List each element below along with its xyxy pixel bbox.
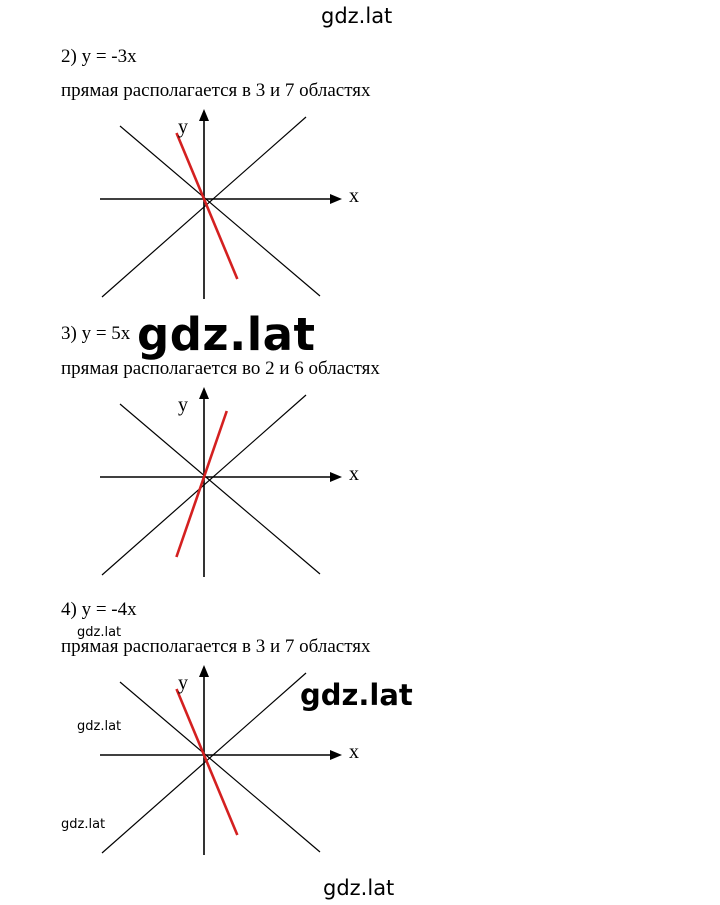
x-axis-arrow-icon xyxy=(330,750,342,760)
equation-item-3: 3) y = 5x xyxy=(61,323,131,344)
equation-item-4: 4) y = -4x xyxy=(61,599,137,620)
watermark-small-2: gdz.lat xyxy=(77,719,122,734)
watermark-bottom: gdz.lat xyxy=(323,876,395,900)
watermark-medium: gdz.lat xyxy=(300,678,413,712)
y-axis-label: y xyxy=(178,394,188,416)
x-axis-label: x xyxy=(349,741,359,763)
watermark-small-1: gdz.lat xyxy=(77,625,122,640)
diagonal-line-b xyxy=(120,682,320,852)
description-item-2: прямая располагается в 3 и 7 областях xyxy=(61,80,371,101)
watermark-small-3: gdz.lat xyxy=(61,817,106,832)
y-axis-arrow-icon xyxy=(199,665,209,677)
watermark-large: gdz.lat xyxy=(137,308,316,361)
equation-item-2: 2) y = -3x xyxy=(61,46,137,67)
function-line xyxy=(177,689,238,835)
x-axis-label: x xyxy=(349,463,359,485)
description-item-4: прямая располагается в 3 и 7 областях xyxy=(61,636,371,657)
x-axis-label: x xyxy=(349,185,359,207)
y-axis-label: y xyxy=(178,672,188,694)
y-axis-label: y xyxy=(178,116,188,138)
description-item-3: прямая располагается во 2 и 6 областях xyxy=(61,358,380,379)
watermark-top: gdz.lat xyxy=(321,4,393,28)
